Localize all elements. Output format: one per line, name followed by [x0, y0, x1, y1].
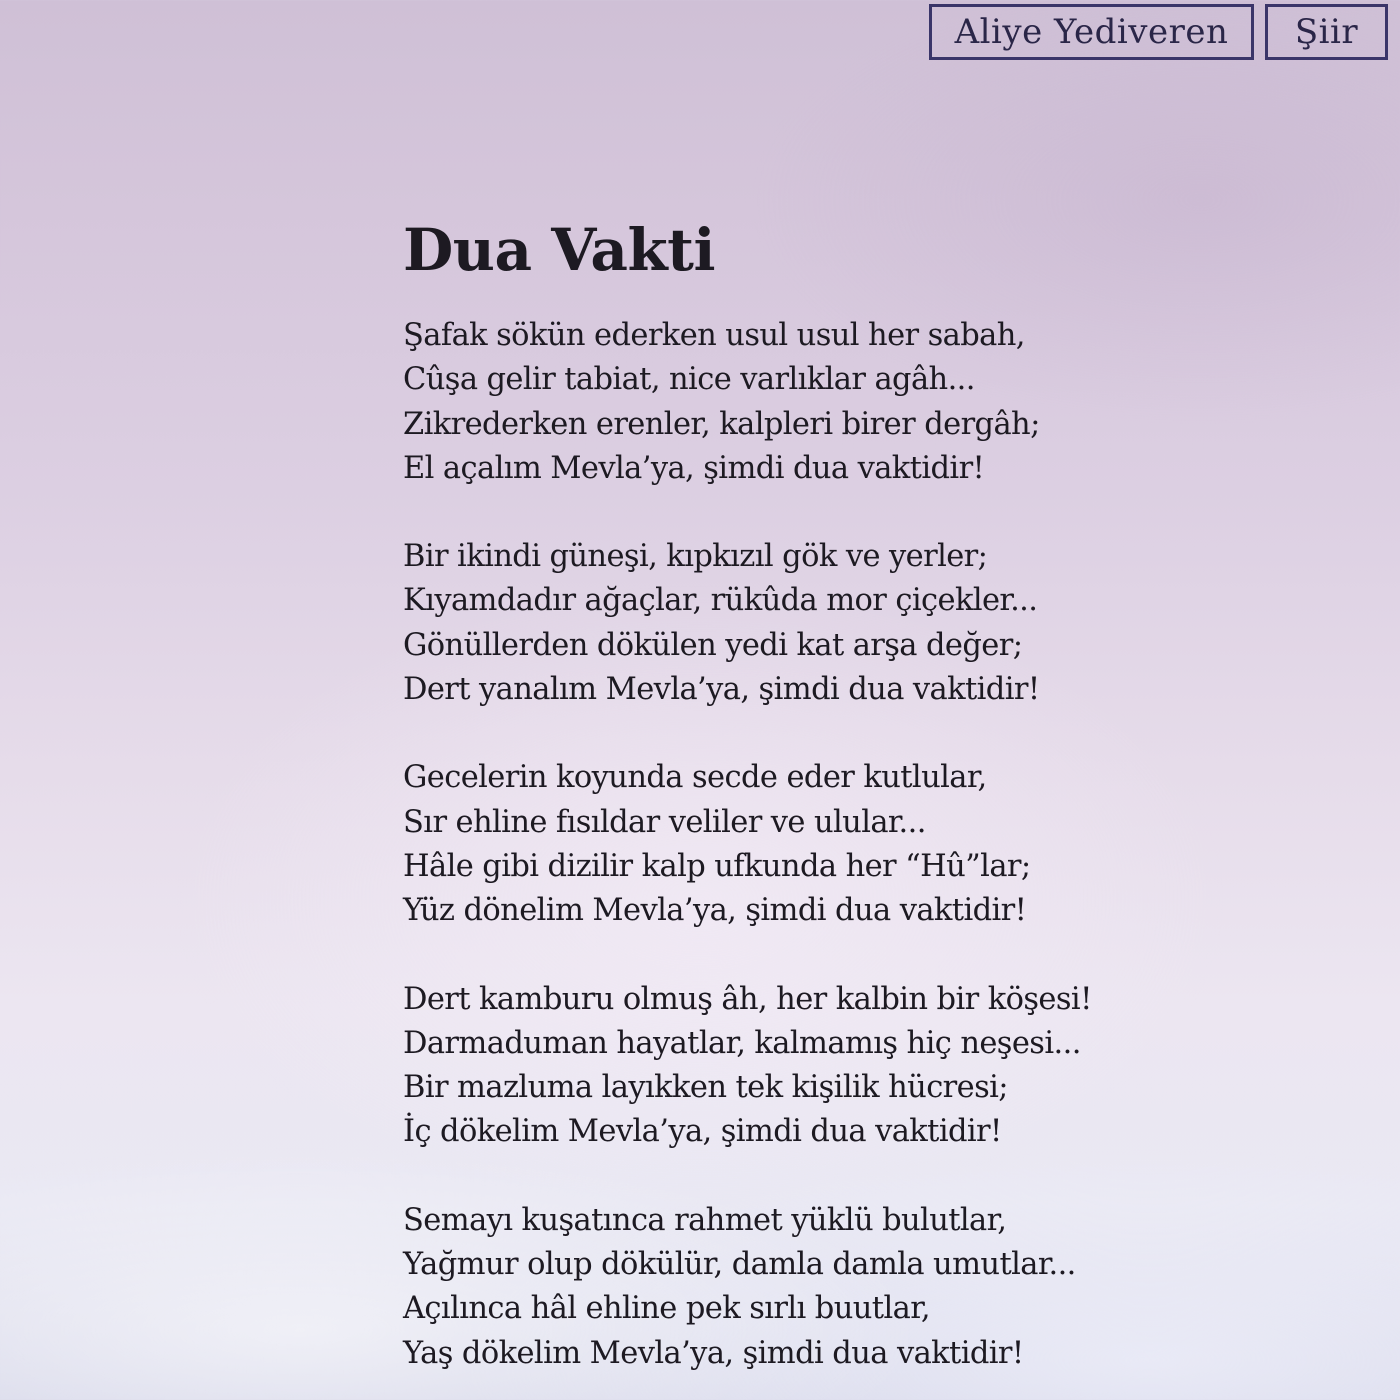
stanza-3: [403, 756, 1383, 933]
poem-line: Gecelerin koyunda secde eder kutlular,: [403, 760, 987, 796]
poem: [403, 208, 1383, 1400]
stanza-5: [403, 1199, 1383, 1376]
stanza-1: [403, 314, 1383, 491]
poem-line: Bir mazluma layıkken tek kişilik hücresi;: [403, 1070, 1008, 1106]
poem-line: Bir ikindi güneşi, kıpkızıl gök ve yerler;: [403, 539, 988, 575]
poem-line: Açılınca hâl ehline pek sırlı buutlar,: [403, 1291, 930, 1327]
stanza-2: [403, 535, 1383, 712]
category-tag: Şiir: [1265, 4, 1388, 60]
poem-line: Gönüllerden dökülen yedi kat arşa değer;: [403, 627, 1023, 663]
poem-line: İç dökelim Mevla’ya, şimdi dua vaktidir!: [403, 1114, 1002, 1150]
poem-line: Yaş dökelim Mevla’ya, şimdi dua vaktidir!: [403, 1335, 1024, 1371]
poem-line: Sır ehline fısıldar veliler ve ulular...: [403, 804, 926, 840]
poem-line: Kıyamdadır ağaçlar, rükûda mor çiçekler...: [403, 583, 1038, 619]
poem-title: Dua Vakti: [403, 216, 716, 284]
poem-line: Dert kamburu olmuş âh, her kalbin bir köşesi!: [403, 981, 1092, 1017]
poem-line: Yağmur olup dökülür, damla damla umutlar...: [403, 1247, 1076, 1283]
poem-line: Semayı kuşatınca rahmet yüklü bulutlar,: [403, 1202, 1007, 1238]
poem-line: Şafak sökün ederken usul usul her sabah,: [403, 318, 1025, 353]
author-tag: Aliye Yediveren: [929, 4, 1254, 60]
poem-line: Yüz dönelim Mevla’ya, şimdi dua vaktidir!: [403, 893, 1027, 929]
poem-line: Cûşa gelir tabiat, nice varlıklar agâh...: [403, 362, 975, 398]
poem-line: El açalım Mevla’ya, şimdi dua vaktidir!: [403, 450, 985, 486]
poem-line: Hâle gibi dizilir kalp ufkunda her “Hû”lar;: [403, 848, 1031, 884]
poem-line: Dert yanalım Mevla’ya, şimdi dua vaktidir!: [403, 672, 1040, 708]
poem-line: Darmaduman hayatlar, kalmamış hiç neşesi...: [403, 1025, 1081, 1061]
poem-line: Zikrederken erenler, kalpleri birer dergâh;: [403, 406, 1040, 442]
stanza-4: [403, 978, 1383, 1155]
